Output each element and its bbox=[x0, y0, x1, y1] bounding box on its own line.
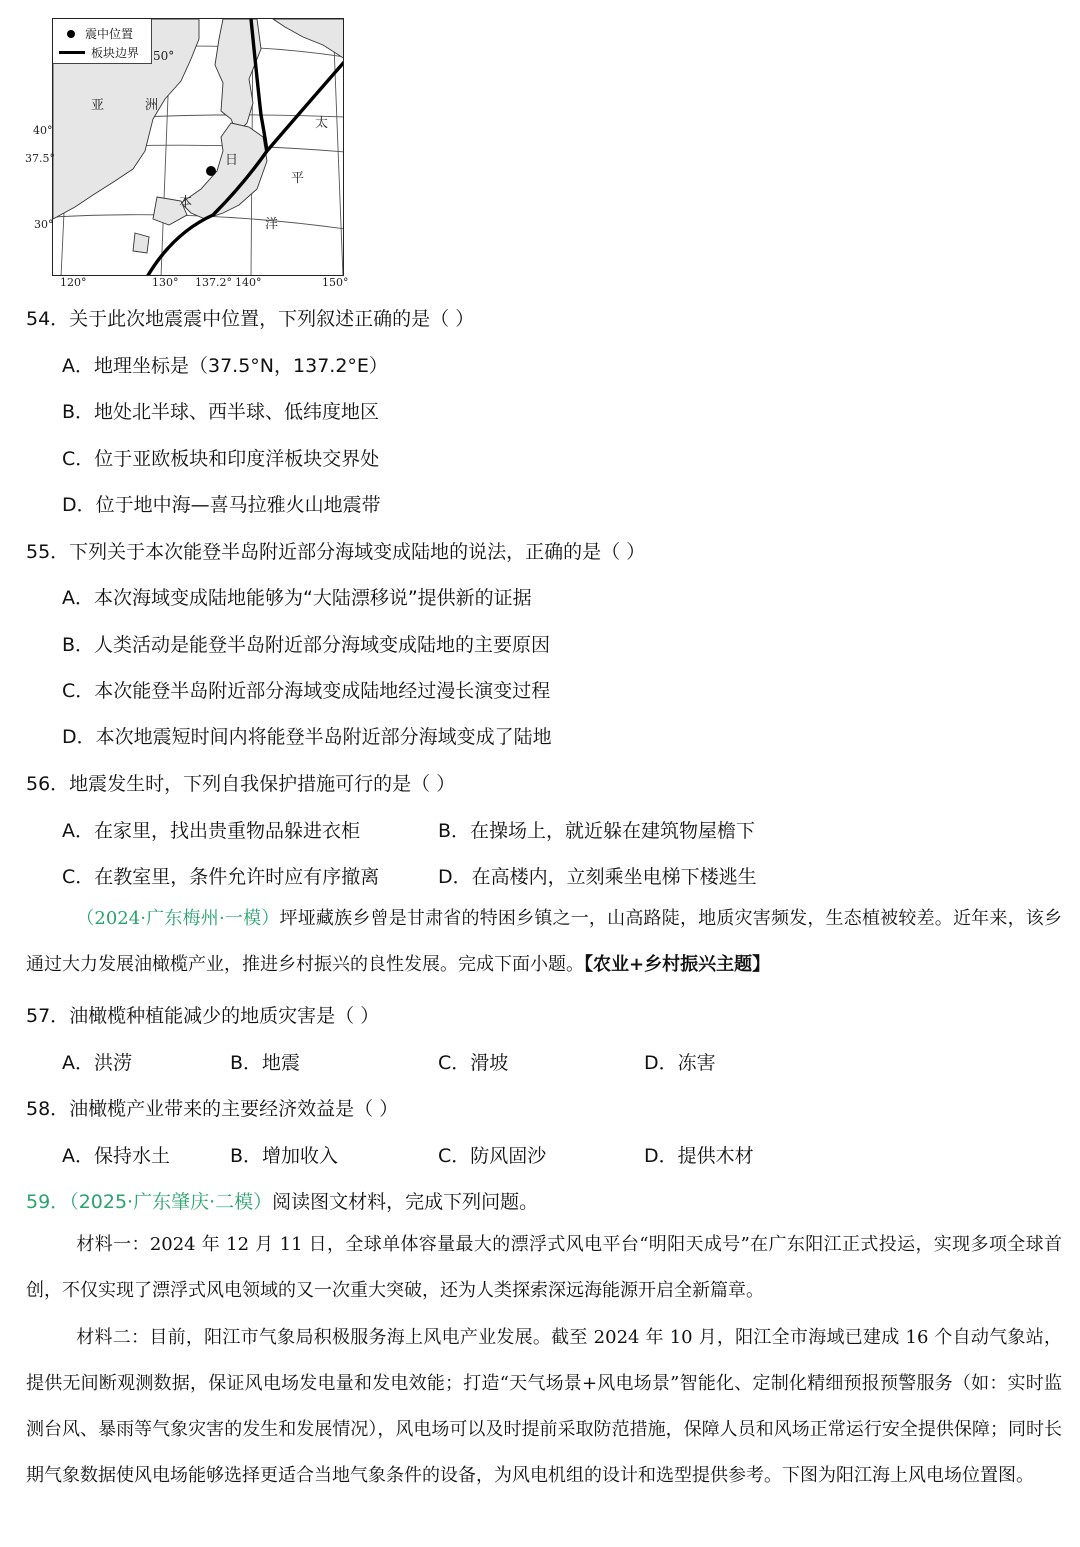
q57-option-c[interactable]: C．滑坡 bbox=[438, 1052, 509, 1074]
q55-option-b[interactable]: B．人类活动是能登半岛附近部分海域变成陆地的主要原因 bbox=[62, 634, 551, 656]
intro-source: （2024·广东梅州·一模） bbox=[76, 908, 280, 929]
legend-boundary: 板块边界 bbox=[59, 44, 139, 61]
q58-stem: 58．油橄榄产业带来的主要经济效益是（ ） bbox=[26, 1098, 399, 1120]
q54-option-b[interactable]: B．地处北半球、西半球、低纬度地区 bbox=[62, 401, 380, 423]
q54-option-c[interactable]: C．位于亚欧板块和印度洋板块交界处 bbox=[62, 448, 380, 470]
japan-label-2: 本 bbox=[179, 195, 193, 210]
pacific-label-3: 洋 bbox=[265, 217, 279, 232]
q55-option-d[interactable]: D．本次地震短时间内将能登半岛附近部分海域变成了陆地 bbox=[62, 726, 552, 748]
lat-50-label: 50° bbox=[153, 49, 175, 63]
q59-stem: 阅读图文材料，完成下列问题。 bbox=[272, 1191, 539, 1213]
q54-option-d[interactable]: D．位于地中海—喜马拉雅火山地震带 bbox=[62, 494, 381, 516]
q58-option-d[interactable]: D．提供木材 bbox=[644, 1145, 754, 1167]
epicenter-marker bbox=[206, 166, 216, 176]
lon-150-label: 150° bbox=[322, 276, 349, 289]
q56-option-a[interactable]: A．在家里，找出贵重物品躲进衣柜 bbox=[62, 820, 360, 842]
q59-number: 59． bbox=[26, 1191, 70, 1213]
q57-option-d[interactable]: D．冻害 bbox=[644, 1052, 716, 1074]
asia-label-1: 亚 bbox=[91, 98, 105, 113]
q56-option-b[interactable]: B．在操场上，就近躲在建筑物屋檐下 bbox=[438, 820, 756, 842]
lon-140-label: 140° bbox=[235, 276, 262, 289]
map-legend bbox=[53, 19, 152, 64]
q58-option-a[interactable]: A．保持水土 bbox=[62, 1145, 170, 1167]
q58-option-c[interactable]: C．防风固沙 bbox=[438, 1145, 547, 1167]
intro-57-58 bbox=[26, 896, 1062, 988]
q56-option-c[interactable]: C．在教室里，条件允许时应有序撤离 bbox=[62, 866, 380, 888]
earthquake-map bbox=[52, 18, 344, 276]
lon-1372-label: 137.2° bbox=[195, 276, 232, 289]
q58-option-b[interactable]: B．增加收入 bbox=[230, 1145, 339, 1167]
legend-epicenter: 震中位置 bbox=[59, 25, 133, 42]
q59-material-1: 材料一：2024 年 12 月 11 日，全球单体容量最大的漂浮式风电平台“明阳天成号”在广东阳江正式投运，实现多项全球首创，不仅实现了漂浮式风电领域的又一次重大突破，还为人类探索深远海能源开启全新篇章。 bbox=[26, 1234, 1062, 1301]
lon-130-label: 130° bbox=[152, 276, 179, 289]
intro-tag: 【农业+乡村振兴主题】 bbox=[584, 954, 771, 975]
q55-stem: 55．下列关于本次能登半岛附近部分海域变成陆地的说法，正确的是（ ） bbox=[26, 541, 646, 563]
q54-stem: 54．关于此次地震震中位置，下列叙述正确的是（ ） bbox=[26, 308, 475, 330]
q55-option-a[interactable]: A．本次海域变成陆地能够为“大陆漂移说”提供新的证据 bbox=[62, 587, 532, 609]
q57-stem: 57．油橄榄种植能减少的地质灾害是（ ） bbox=[26, 1005, 380, 1027]
asia-label-2: 洲 bbox=[145, 98, 159, 113]
lon-120-label: 120° bbox=[60, 276, 87, 289]
q59-material-2: 材料二：目前，阳江市气象局积极服务海上风电产业发展。截至 2024 年 10 月，阳江全市海域已建成 16 个自动气象站，提供无间断观测数据，保证风电场发电量和发电效能；打造“天气场景+风电场景”智能化、定制化精细预报预警服务（如：实时监测台风、暴雨等气象灾害的发生和发展情况），风电场可以及时提前采取防范措施，保障人员和风场正常运行安全提供保障；同时长期气象数据使风电场能够选择更适合当地气象条件的设备，为风电机组的设计和选型提供参考。下图为阳江海上风电场位置图。 bbox=[26, 1327, 1062, 1486]
lat-375-label: 37.5° bbox=[25, 152, 55, 165]
q59-source: （2025·广东肇庆·二模） bbox=[69, 1191, 273, 1213]
q54-option-a[interactable]: A．地理坐标是（37.5°N，137.2°E） bbox=[62, 355, 388, 377]
q57-option-a[interactable]: A．洪涝 bbox=[62, 1052, 132, 1074]
pacific-label-2: 平 bbox=[291, 171, 305, 186]
intro-text: 坪垭藏族乡曾是甘肃省的特困乡镇之一，山高路陡，地质灾害频发，生态植被较差。近年来，该乡通过大力发展油橄榄产业，推进乡村振兴的良性发展。完成下面小题。 bbox=[26, 908, 1062, 975]
japan-label-1: 日 bbox=[225, 153, 239, 168]
q59-stem-line bbox=[26, 1187, 538, 1214]
lat-40-label: 40° bbox=[33, 124, 53, 137]
pacific-label-1: 太 bbox=[315, 116, 329, 131]
q56-stem: 56．地震发生时，下列自我保护措施可行的是（ ） bbox=[26, 773, 456, 795]
lat-30-label: 30° bbox=[34, 218, 54, 231]
q55-option-c[interactable]: C．本次能登半岛附近部分海域变成陆地经过漫长演变过程 bbox=[62, 680, 551, 702]
q57-option-b[interactable]: B．地震 bbox=[230, 1052, 301, 1074]
q56-option-d[interactable]: D．在高楼内，立刻乘坐电梯下楼逃生 bbox=[438, 866, 757, 888]
